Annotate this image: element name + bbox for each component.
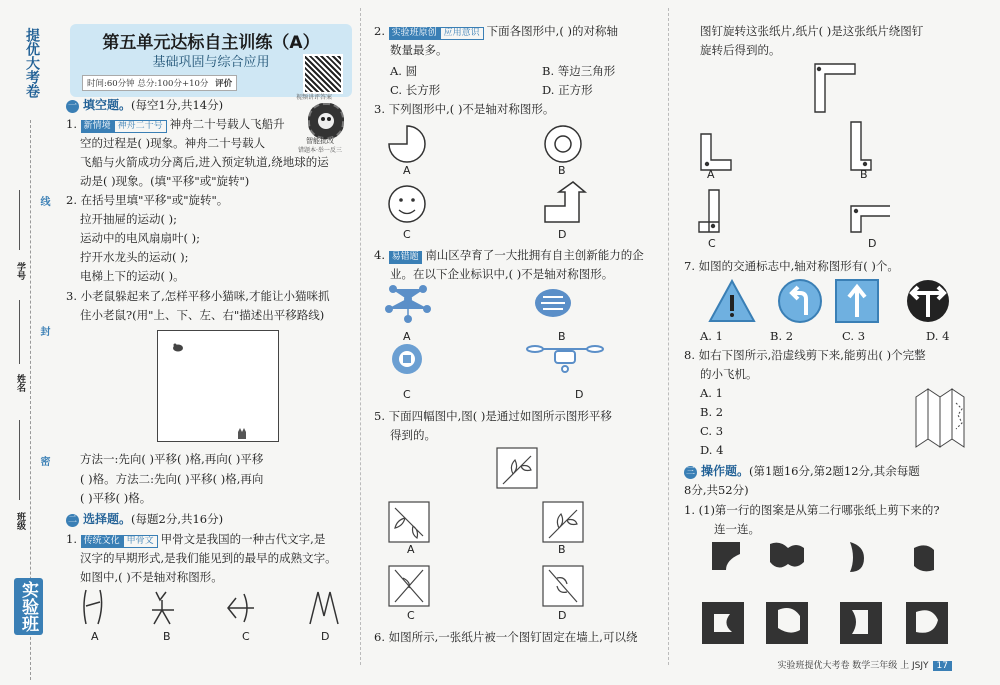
qr-code[interactable] bbox=[303, 54, 343, 94]
choice-q6-line3: 旋转后得到的。 bbox=[700, 43, 781, 57]
option-c[interactable]: C. 3 bbox=[842, 329, 866, 343]
cutout-matching-figures bbox=[700, 540, 960, 650]
folded-paper-figure bbox=[912, 383, 972, 453]
time-score-meta bbox=[82, 75, 237, 91]
tag-original: 实验班原创 bbox=[389, 27, 440, 40]
cut-mark-seal: 封 bbox=[38, 326, 49, 336]
meta-text: 时间:60分钟 总分:100分+10分 bbox=[87, 79, 209, 89]
section-fill-heading bbox=[66, 96, 223, 115]
option-c[interactable]: C. 3 bbox=[700, 424, 724, 438]
option-c[interactable]: C bbox=[407, 609, 415, 622]
option-b[interactable]: B. 2 bbox=[700, 405, 724, 419]
shape-top-3 bbox=[850, 542, 864, 572]
smiley-face bbox=[389, 186, 425, 222]
id-label: 学号 bbox=[15, 262, 25, 280]
option-d[interactable]: D bbox=[868, 237, 877, 250]
tag-application: 应用意识 bbox=[440, 27, 484, 40]
company-logos bbox=[385, 285, 610, 375]
smart-grading-caption-2: 错题本·举一反三 bbox=[298, 147, 342, 154]
paper-bottom-4 bbox=[906, 602, 948, 644]
binding-spine bbox=[0, 0, 52, 685]
section-note-2: 8分,共52分) bbox=[684, 483, 749, 497]
column-divider-2 bbox=[668, 8, 669, 665]
oracle-char-b bbox=[152, 592, 174, 624]
fill-q2-line3: 运动中的电风扇扇叶( ); bbox=[80, 231, 201, 245]
section-number: 二 bbox=[67, 515, 77, 525]
choice-q1-line3: 如图中,( )不是轴对称图形。 bbox=[80, 570, 223, 584]
q-number: 3. bbox=[374, 102, 385, 116]
oracle-char-a bbox=[84, 590, 102, 624]
choice-q4-line1 bbox=[374, 246, 644, 265]
reference-paper bbox=[815, 64, 855, 112]
logo-c bbox=[392, 344, 422, 374]
tag-traditional-culture: 传统文化 bbox=[81, 535, 123, 548]
q-number: 4. bbox=[374, 248, 385, 262]
option-d[interactable]: D bbox=[558, 228, 567, 241]
q-text: 如右下图所示,沿虚线剪下来,能剪出( )个完整 bbox=[698, 348, 926, 362]
q-text: 下列图形中,( )不是轴对称图形。 bbox=[388, 102, 555, 116]
q-text: 在括号里填"平移"或"旋转"。 bbox=[80, 193, 229, 207]
tag-shenzhou: 神舟二十号 bbox=[114, 120, 167, 133]
q-number: 1. bbox=[684, 503, 695, 517]
spine-top-logo: 提优大考卷 bbox=[24, 28, 40, 98]
pin-icon bbox=[817, 67, 821, 71]
logo-b bbox=[535, 289, 571, 317]
choice-q7-line1 bbox=[684, 257, 899, 276]
section-choice-heading bbox=[66, 510, 223, 529]
fill-q1-line3: 飞船与火箭成功分离后,进入预定轨道,绕地球的运 bbox=[80, 155, 329, 169]
page-number: 17 bbox=[933, 661, 952, 671]
section-note: (每空1分,共14分) bbox=[131, 98, 224, 112]
option-a[interactable]: A bbox=[403, 330, 411, 343]
q-number: 8. bbox=[684, 348, 695, 362]
section-number: 一 bbox=[67, 101, 77, 111]
class-line bbox=[19, 420, 20, 500]
option-c[interactable]: C bbox=[403, 228, 411, 241]
footer-text: 实验班提优大考卷 数学三年级 上 JSJY bbox=[777, 661, 929, 671]
option-a[interactable]: A bbox=[707, 168, 715, 181]
q-number: 6. bbox=[374, 630, 385, 644]
choice-q1-line1 bbox=[66, 530, 325, 549]
choice-q6-line1 bbox=[374, 628, 637, 647]
q-number: 7. bbox=[684, 259, 695, 273]
section-note-1: (第1题16分,第2题12分,其余每题 bbox=[749, 464, 920, 478]
oracle-char-d bbox=[310, 592, 338, 624]
ring-inner bbox=[555, 136, 571, 152]
name-label: 姓名 bbox=[15, 374, 25, 392]
option-c[interactable]: C bbox=[708, 237, 716, 250]
fill-q1-line1 bbox=[66, 115, 285, 134]
paper-b bbox=[851, 122, 871, 170]
q-number: 3. bbox=[66, 289, 77, 303]
choice-q2-line2: 数量最多。 bbox=[390, 43, 448, 57]
option-c[interactable]: C bbox=[242, 630, 250, 643]
option-b[interactable]: B bbox=[163, 630, 171, 643]
eval-label: 评价 bbox=[215, 79, 233, 89]
option-d[interactable]: D bbox=[558, 609, 567, 622]
option-a[interactable]: A bbox=[403, 164, 411, 177]
op-q1-line2: 连一连。 bbox=[714, 522, 760, 536]
choice-q1-line2: 汉字的早期形式,是我们能见到的最早的成熟文字。 bbox=[80, 551, 337, 565]
option-d[interactable]: D bbox=[575, 388, 584, 401]
q-text: 甲骨文是我国的一种古代文字,是 bbox=[160, 532, 326, 546]
name-line bbox=[19, 300, 20, 364]
option-d[interactable]: D. 4 bbox=[700, 443, 724, 457]
option-b[interactable]: B bbox=[558, 543, 566, 556]
logo-a bbox=[385, 285, 431, 323]
q-text: 小老鼠躲起来了,怎样平移小猫咪,才能让小猫咪抓 bbox=[80, 289, 330, 303]
fill-q3-line2: 住小老鼠?(用"上、下、左、右"描述出平移路线) bbox=[80, 308, 325, 322]
pacman-shape bbox=[389, 126, 425, 162]
section-title: 选择题。 bbox=[83, 512, 132, 526]
qr-caption: 视频讲评答案 bbox=[296, 94, 333, 101]
tag-new-context: 新情境 bbox=[81, 120, 114, 133]
choice-q5-line2: 得到的。 bbox=[390, 428, 436, 442]
fill-q3-answer3: ( )平移( )格。 bbox=[80, 491, 152, 505]
section-operation-heading bbox=[684, 462, 920, 481]
fill-q3-line1 bbox=[66, 287, 329, 306]
spine-bottom-logo: 实验班 bbox=[14, 578, 43, 635]
q-text: 下面各图形中,( )的对称轴 bbox=[486, 24, 618, 38]
owl-icon bbox=[310, 105, 342, 137]
section-title: 填空题。 bbox=[83, 98, 132, 112]
q-text: 如图的交通标志中,轴对称图形有( )个。 bbox=[698, 259, 899, 273]
option-d[interactable]: D bbox=[321, 630, 330, 643]
id-line bbox=[19, 190, 20, 250]
fill-q1-line2: 空的过程是( )现象。神舟二十号载人 bbox=[80, 136, 266, 150]
rotation-figures bbox=[695, 60, 890, 255]
fill-q3-answer1: 方法一:先向( )平移( )格,再向( )平移 bbox=[80, 452, 264, 466]
choice-q5-line1 bbox=[374, 407, 612, 426]
option-b[interactable]: B bbox=[558, 164, 566, 177]
q-number: 5. bbox=[374, 409, 385, 423]
option-a[interactable]: A bbox=[407, 543, 415, 556]
q-text: 下面四幅图中,图( )是通过如图所示图形平移 bbox=[388, 409, 612, 423]
paper-bottom-1 bbox=[702, 602, 744, 644]
fill-q2-line5: 电梯上下的运动( )。 bbox=[80, 269, 185, 283]
section-number: 三 bbox=[685, 467, 695, 477]
option-a[interactable]: A bbox=[91, 630, 99, 643]
choice-q2-line1 bbox=[374, 22, 618, 41]
paper-bottom-2 bbox=[766, 602, 808, 644]
q3-figures bbox=[385, 122, 595, 232]
section-note: (每题2分,共16分) bbox=[131, 512, 224, 526]
shape-top-2 bbox=[770, 543, 804, 568]
smart-grading-badge bbox=[308, 103, 344, 139]
option-b[interactable]: B bbox=[558, 330, 566, 343]
option-c[interactable]: C. 长方形 bbox=[390, 83, 441, 97]
choice-q8-line1 bbox=[684, 346, 926, 365]
fill-q3-answer2: ( )格。方法二:先向( )平移( )格,再向 bbox=[80, 472, 264, 486]
option-d[interactable]: D. 4 bbox=[926, 329, 950, 343]
turn-left-sign bbox=[779, 280, 821, 322]
fill-q2-line2: 拉开抽屉的运动( ); bbox=[80, 212, 178, 226]
option-b[interactable]: B. 2 bbox=[770, 329, 794, 343]
cut-mark-tight: 密 bbox=[38, 456, 49, 466]
option-a[interactable]: A. 1 bbox=[700, 386, 723, 400]
op-q1-line1 bbox=[684, 501, 940, 520]
leaf-translation-figures bbox=[385, 446, 585, 624]
traffic-signs bbox=[708, 277, 958, 327]
option-a[interactable]: A. 1 bbox=[700, 329, 723, 343]
tag-error-prone: 易错题 bbox=[389, 251, 422, 264]
option-d[interactable]: D. 正方形 bbox=[542, 83, 593, 97]
page-subtitle: 基础巩固与综合应用 bbox=[152, 55, 270, 70]
q-number: 1. bbox=[66, 532, 77, 546]
option-a[interactable]: A. 圆 bbox=[390, 64, 418, 78]
cut-mark-line: 线 bbox=[38, 196, 49, 206]
q-text: 南山区孕育了一大批拥有自主创新能力的企 bbox=[425, 248, 644, 262]
choice-q8-line2: 的小飞机。 bbox=[700, 367, 758, 381]
choice-q3-line1 bbox=[374, 100, 554, 119]
paper-c bbox=[699, 190, 719, 232]
fill-q2-line1 bbox=[66, 191, 228, 210]
choice-q6-line2: 图钉旋转这张纸片,纸片( )是这张纸片绕图钉 bbox=[700, 24, 924, 38]
page-title: 第五单元达标自主训练（A） bbox=[102, 33, 320, 53]
oracle-char-c bbox=[228, 594, 254, 622]
fill-q2-line4: 拧开水龙头的运动( ); bbox=[80, 250, 189, 264]
option-b[interactable]: B. 等边三角形 bbox=[542, 64, 616, 78]
q-number: 2. bbox=[66, 193, 77, 207]
mouse-icon bbox=[172, 342, 184, 352]
column-divider-1 bbox=[360, 8, 361, 665]
paper-bottom-3 bbox=[840, 602, 882, 644]
q-number: 1. bbox=[66, 117, 77, 131]
tag-oracle-bone: 甲骨文 bbox=[123, 535, 158, 548]
option-b[interactable]: B bbox=[860, 168, 868, 181]
choice-q4-line2: 业。在以下企业标识中,( )不是轴对称图形。 bbox=[390, 267, 614, 281]
cat-icon bbox=[236, 428, 248, 440]
option-c[interactable]: C bbox=[403, 388, 411, 401]
section-title: 操作题。 bbox=[701, 464, 750, 478]
q-text: (1)第一行的图案是从第二行哪张纸上剪下来的? bbox=[698, 503, 940, 517]
q-text: 神舟二十号载人飞船升 bbox=[169, 117, 285, 131]
smart-grading-caption: 智能批改 bbox=[306, 137, 334, 145]
q-text: 如图所示,一张纸片被一个图钉固定在墙上,可以绕 bbox=[388, 630, 638, 644]
logo-d bbox=[527, 346, 603, 372]
page-footer bbox=[777, 658, 952, 671]
q-number: 2. bbox=[374, 24, 385, 38]
oracle-bone-characters bbox=[78, 588, 348, 628]
shape-top-1 bbox=[712, 542, 740, 570]
arrow-shape bbox=[545, 182, 585, 222]
shape-top-4 bbox=[914, 545, 934, 571]
fill-q1-line4: 动是( )现象。(填"平移"或"旋转") bbox=[80, 174, 250, 188]
class-label: 班级 bbox=[15, 512, 25, 530]
